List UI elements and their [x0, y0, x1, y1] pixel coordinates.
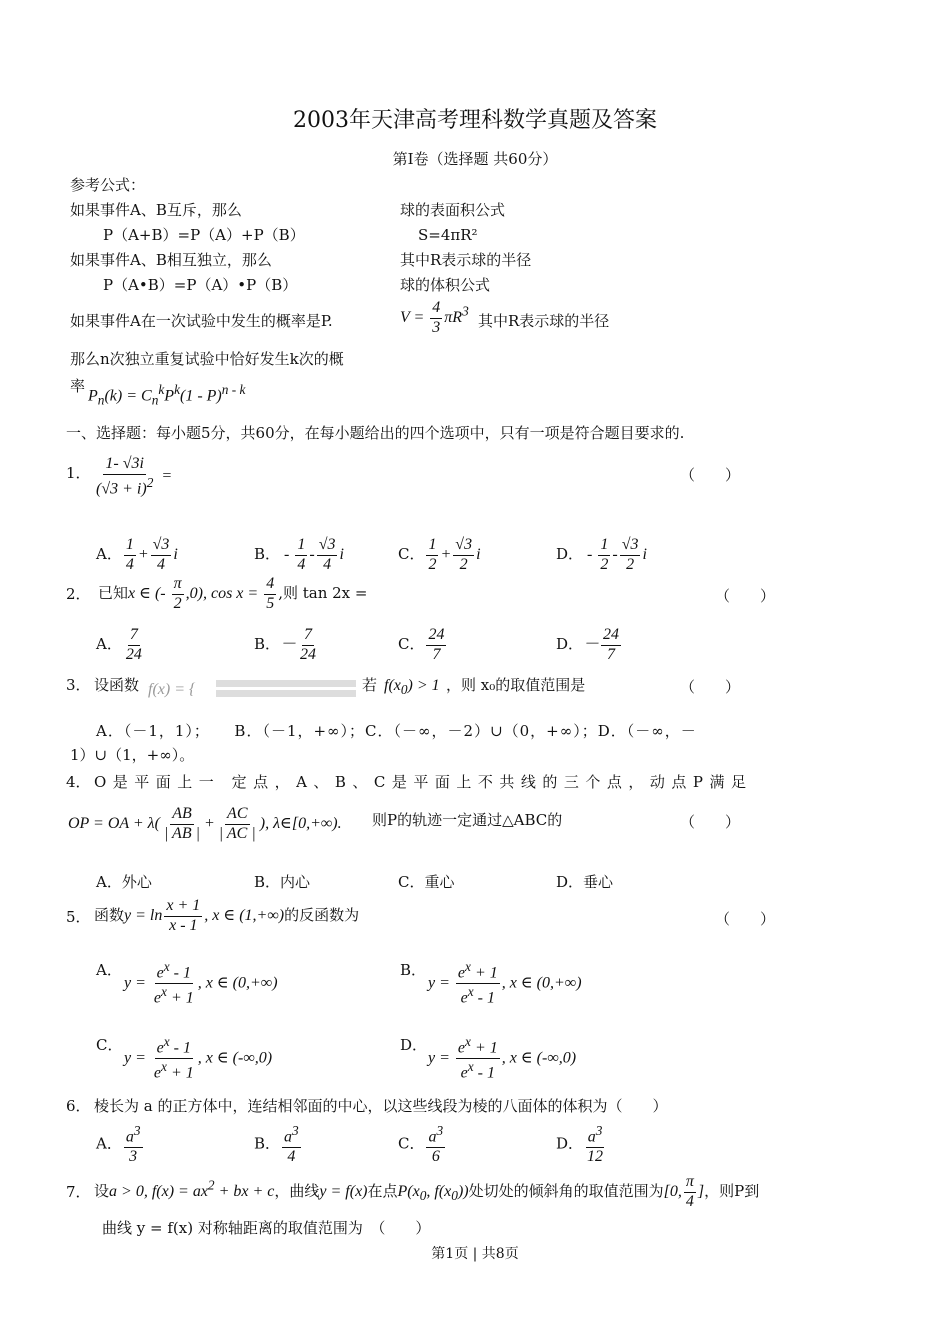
q4-answer-bracket[interactable]: （ ） [680, 813, 741, 831]
q3-piecewise-function [148, 676, 360, 700]
formula-heading: 参考公式： [70, 176, 146, 194]
q5-option-a[interactable]: y = $\frac{e^x - 1}{e^x + 1}$ , x ∈ (0,+∞) [124, 959, 278, 1007]
q5-option-b-label[interactable]: B． [400, 961, 427, 979]
q7-line2: 曲线 y = f(x) 对称轴距离的取值范围为 （ ） [102, 1219, 431, 1237]
formula-right-3: 其中R表示球的半径 [400, 251, 532, 269]
q6-number: 6． [66, 1097, 91, 1115]
section-subtitle: 第Ⅰ卷（选择题 共60分） [392, 150, 558, 168]
q1-option-c[interactable]: C． $\frac{1}{2}$ + $\frac{√3}{2}$ i [398, 536, 481, 573]
q3-options-line1[interactable]: A．（－1，1）； B．（－1，+∞）；C．（－∞，－2）∪（0，+∞）；D．（－∞，－ [96, 722, 697, 740]
q5-option-b[interactable]: y = $\frac{e^x + 1}{e^x - 1}$ , x ∈ (0,+∞) [428, 959, 582, 1007]
q6-text: 棱长为 a 的正方体中，连结相邻面的中心，以这些线段为棱的八面体的体积为（ ） [94, 1097, 668, 1115]
q6-option-a[interactable]: A． $\frac{a^3}{3}$ [96, 1123, 141, 1166]
q4-rest: 则P的轨迹一定通过△ABC的 [372, 811, 563, 829]
q5-stem: 函数y = ln $\frac{x + 1}{x - 1}$ , x ∈ (1,+∞)的反函数为 [94, 897, 360, 934]
q1-option-d[interactable]: D． - $\frac{1}{2}$ - $\frac{√3}{2}$ i [556, 536, 647, 573]
svg-text:f(x) = {: f(x) = { [148, 681, 196, 698]
volume-formula: V = $\frac{4}{3}$ $\pi R^3$ [400, 299, 469, 336]
formula-right-4: 球的体积公式 [400, 276, 491, 294]
formula-left-7: 率 [70, 377, 86, 395]
q3-options-line2[interactable]: 1）∪（1，+∞）。 [70, 746, 195, 764]
q3-answer-bracket[interactable]: （ ） [680, 678, 741, 696]
q2-number: 2． [66, 585, 91, 603]
q3-number: 3． [66, 676, 91, 694]
formula-left-2: P（A+B）=P（A）+P（B） [103, 226, 305, 244]
q7-line1: 设a > 0, $f(x) = ax^2$ + bx + c，曲线y = f(x)在点$P(x_0$, $f(x_0)$)处切处的倾斜角的取值范围为[0, $\frac{\pi}{4}$ ]，则P到 [94, 1173, 760, 1210]
q4-option-c[interactable]: C．重心 [398, 873, 455, 891]
q1-expression: $\frac{1- √3i}{(√3 + i)^2}$ = [96, 455, 173, 498]
binomial-formula: $P_n(k) = C_n^kP^k(1 - P)^{n - k}$ [88, 382, 246, 408]
q5-option-c-label[interactable]: C． [96, 1036, 123, 1054]
q5-answer-bracket[interactable]: （ ） [715, 910, 776, 928]
q5-option-d-label[interactable]: D． [400, 1036, 428, 1054]
q2-option-c[interactable]: C． $\frac{24}{7}$ [398, 626, 445, 663]
q2-answer-bracket[interactable]: （ ） [715, 587, 776, 605]
formula-left-1: 如果事件A、B互斥，那么 [70, 201, 242, 219]
q4-option-a[interactable]: A．外心 [96, 873, 152, 891]
formula-right-5: 其中R表示球的半径 [478, 312, 610, 330]
q5-option-c[interactable]: y = $\frac{e^x - 1}{e^x + 1}$ , x ∈ (-∞,0) [124, 1034, 273, 1082]
formula-left-5: 如果事件A在一次试验中发生的概率是P. [70, 312, 333, 330]
q4-number: 4． [66, 773, 91, 791]
q4-text: O是平面上一 定点，A、B、C是平面上不共线的三个点，动点P满足 [94, 773, 753, 791]
page-title: 2003年天津高考理科数学真题及答案 [293, 108, 657, 133]
section-heading: 一、选择题：每小题5分，共60分，在每小题给出的四个选项中，只有一项是符合题目要求的. [66, 424, 685, 442]
q6-option-b[interactable]: B． $\frac{a^3}{4}$ [254, 1123, 299, 1166]
q6-option-c[interactable]: C． $\frac{a^3}{6}$ [398, 1123, 444, 1166]
q3-if: 若 [362, 676, 378, 694]
q3-condition: $f(x_0) > 1$ [384, 677, 440, 698]
q2-stem: 已知x ∈ (- $\frac{\pi}{2}$ ,0), cos x = $\frac{4}{5}$ ,则 tan 2x = [98, 575, 368, 612]
q2-option-d[interactable]: D．－ $\frac{24}{7}$ [556, 626, 620, 663]
formula-right-1: 球的表面积公式 [400, 201, 506, 219]
q1-option-b[interactable]: B． - $\frac{1}{4}$ - $\frac{√3}{4}$ i [254, 536, 344, 573]
q3-rest: ，则 x₀的取值范围是 [446, 676, 586, 694]
q2-option-a[interactable]: A． $\frac{7}{24}$ [96, 626, 142, 663]
formula-left-4: P（A•B）=P（A）•P（B） [103, 276, 298, 294]
formula-left-6: 那么n次独立重复试验中恰好发生k次的概 [70, 350, 344, 368]
q5-option-a-label[interactable]: A． [96, 961, 122, 979]
q3-text: 设函数 [94, 676, 140, 694]
q5-option-d[interactable]: y = $\frac{e^x + 1}{e^x - 1}$ , x ∈ (-∞,0) [428, 1034, 577, 1082]
q2-option-b[interactable]: B．－ $\frac{7}{24}$ [254, 626, 317, 663]
page-footer: 第1页 | 共8页 [431, 1246, 519, 1262]
q7-number: 7． [66, 1183, 91, 1201]
q5-number: 5． [66, 908, 91, 926]
q1-number: 1． [66, 464, 91, 482]
formula-right-2: S=4πR² [418, 226, 478, 244]
q6-option-d[interactable]: D． $\frac{a^3}{12}$ [556, 1123, 604, 1166]
q4-option-b[interactable]: B．内心 [254, 873, 311, 891]
q1-option-a[interactable]: A． $\frac{1}{4}$ + $\frac{√3}{4}$ i [96, 536, 178, 573]
formula-left-3: 如果事件A、B相互独立，那么 [70, 251, 272, 269]
q4-vector-equation: OP = OA + λ( $\frac{AB}{| AB |}$ + $\frac{AC}{| AC |}$ ), λ∈[0,+∞). [68, 805, 342, 842]
q4-option-d[interactable]: D．垂心 [556, 873, 614, 891]
q1-answer-bracket[interactable]: （ ） [680, 466, 741, 484]
